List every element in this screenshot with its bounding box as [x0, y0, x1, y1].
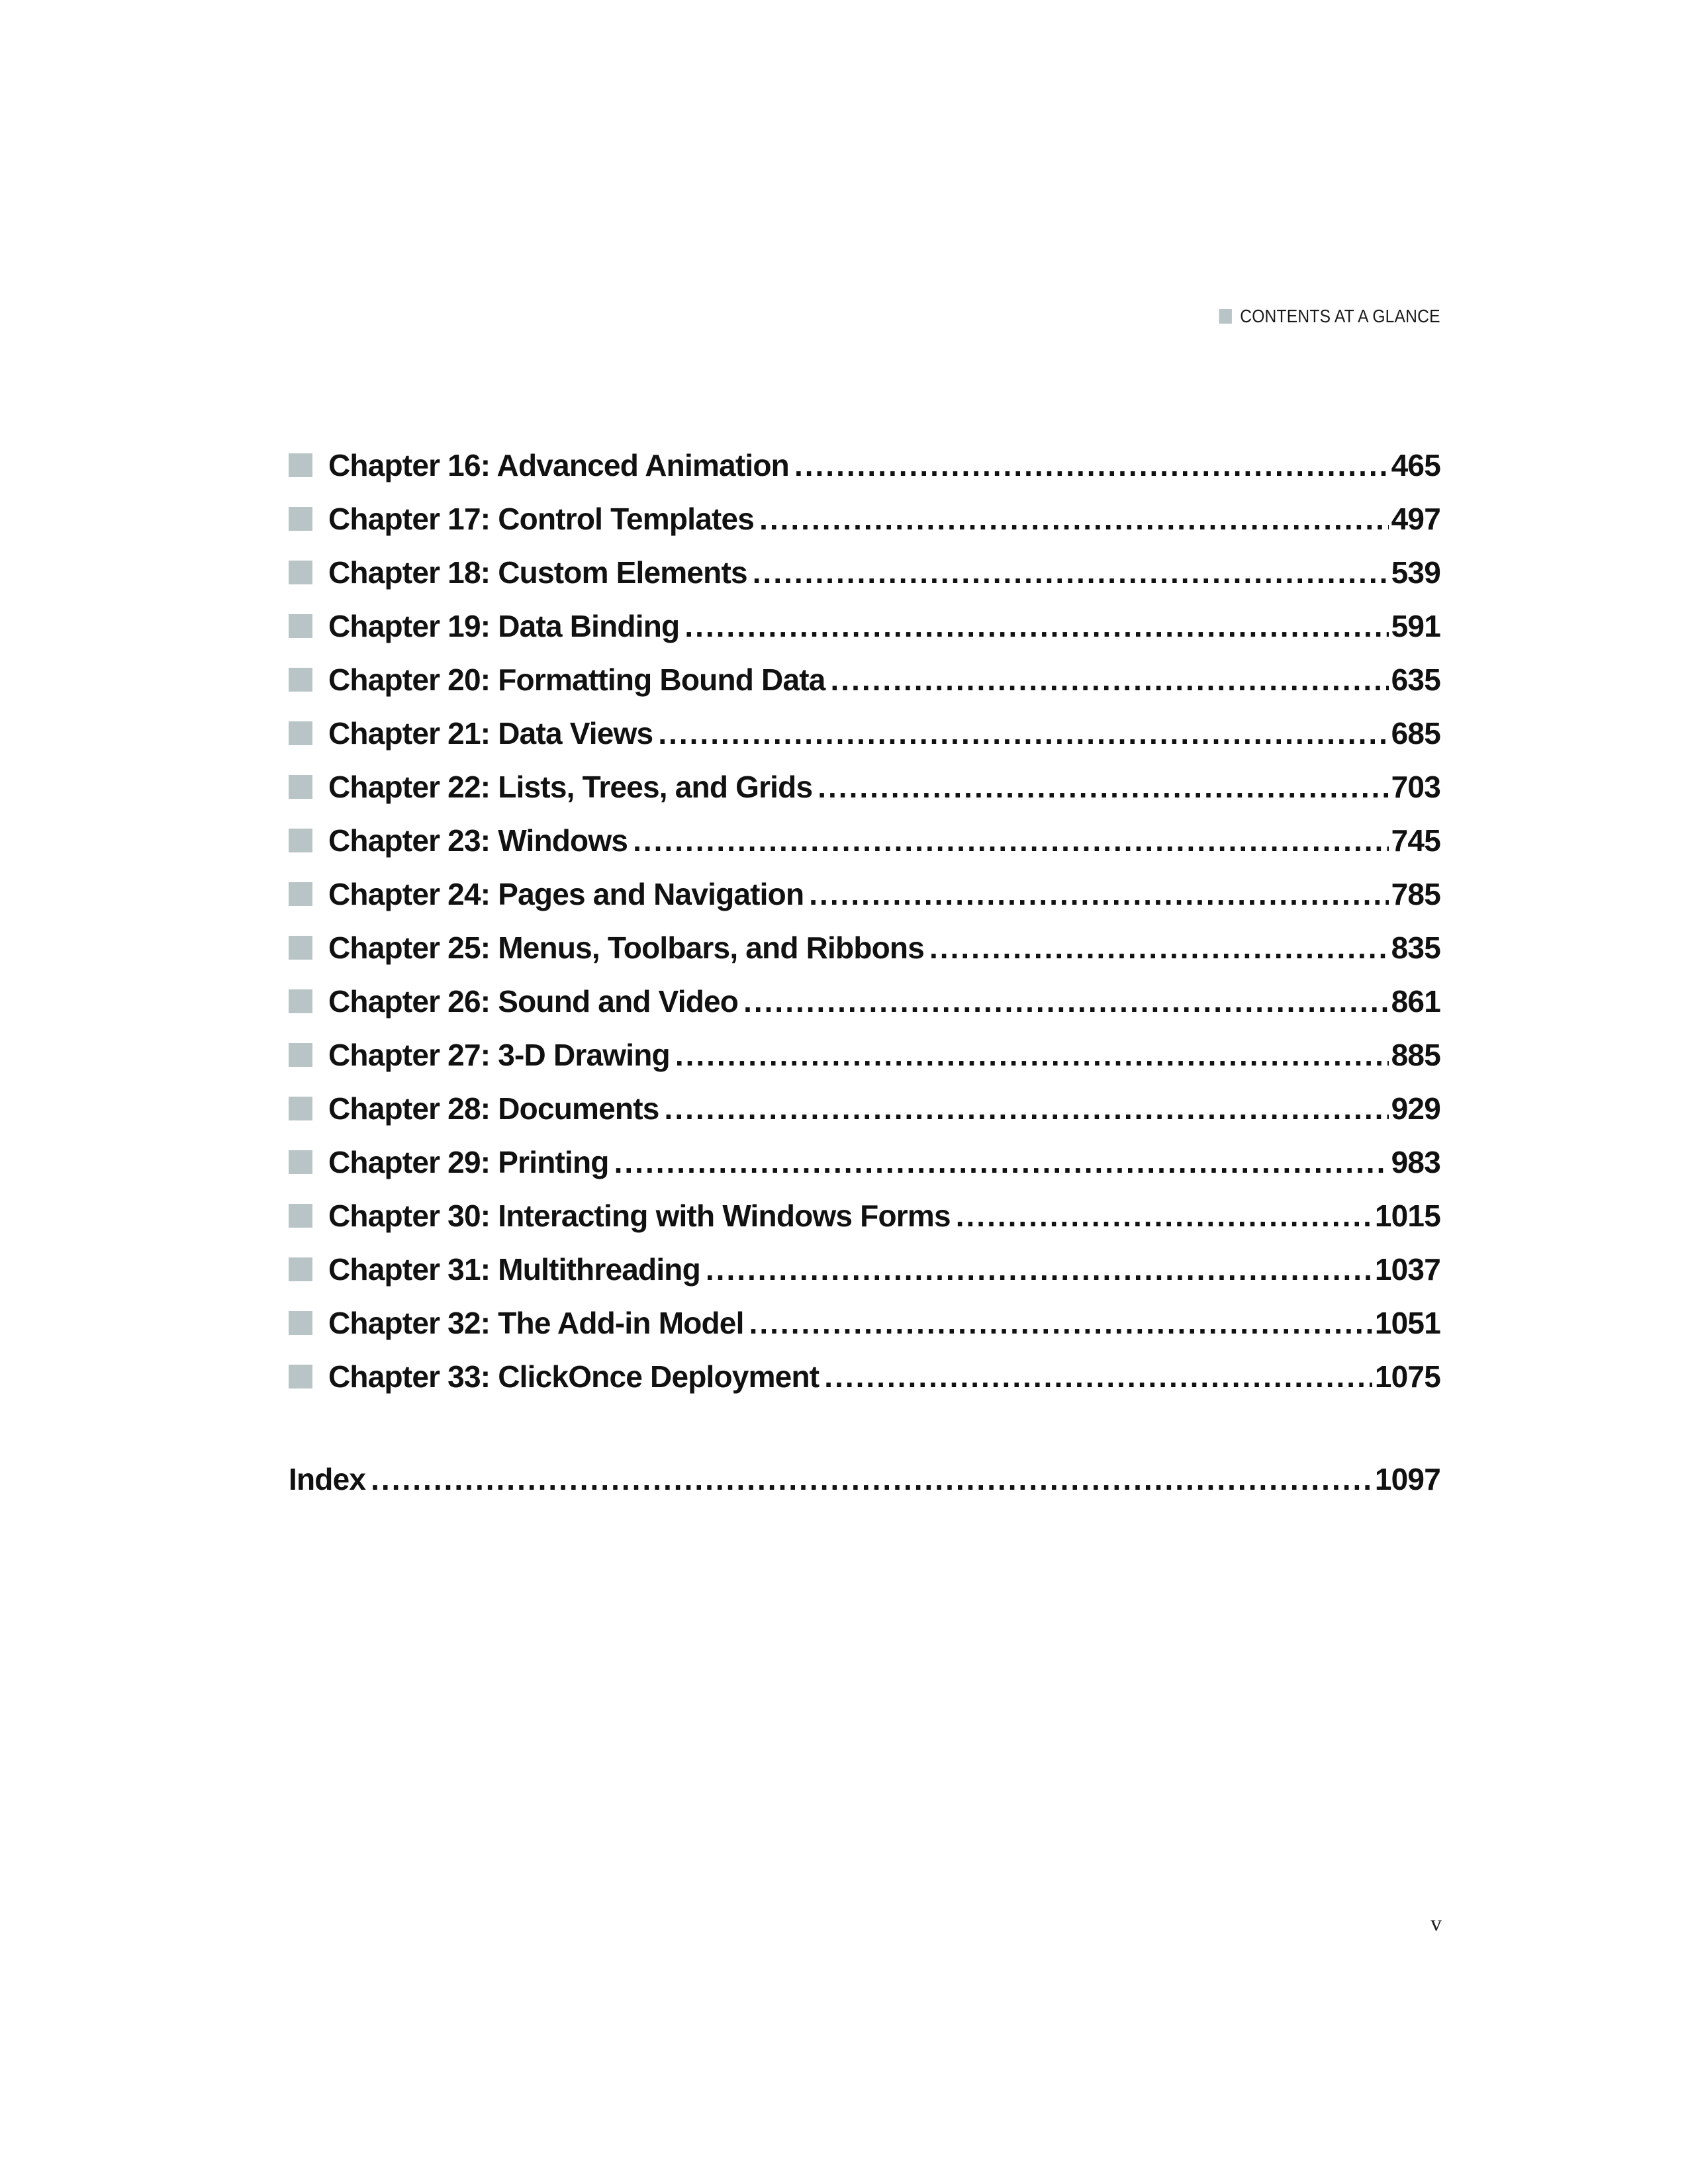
toc-entry-text [328, 1305, 1440, 1341]
dot-leader [684, 608, 1388, 644]
dot-leader [753, 555, 1389, 590]
toc-entry-page: 1037 [1374, 1251, 1440, 1287]
toc-entry-text [289, 1461, 1440, 1497]
toc-entry-text [328, 555, 1440, 590]
toc-entry-title: Chapter 32: The Add-in Model [328, 1305, 744, 1340]
toc-entry[interactable] [289, 867, 1440, 921]
dot-leader [831, 662, 1389, 698]
toc-entry[interactable] [289, 1189, 1440, 1242]
toc-entry[interactable] [289, 974, 1440, 1028]
toc-entry-title: Chapter 28: Documents [328, 1091, 659, 1126]
toc-entry[interactable] [289, 438, 1440, 492]
toc-entry-page: 785 [1391, 876, 1440, 911]
toc-entry-title: Chapter 17: Control Templates [328, 501, 755, 536]
table-of-contents [289, 438, 1440, 1403]
toc-entry-text [328, 876, 1440, 912]
toc-entry[interactable] [289, 760, 1440, 813]
dot-leader [658, 715, 1388, 751]
toc-entry-text [328, 1198, 1440, 1234]
toc-entry-page: 861 [1391, 983, 1440, 1019]
toc-entry-text [328, 447, 1440, 483]
toc-entry-text [328, 983, 1440, 1019]
running-header-title: CONTENTS AT A GLANCE [1240, 306, 1440, 326]
dot-leader [743, 983, 1389, 1019]
toc-entry-page: 591 [1391, 608, 1440, 643]
toc-entry-title: Chapter 20: Formatting Bound Data [328, 662, 825, 697]
dot-leader [665, 1091, 1389, 1126]
square-bullet-icon [289, 882, 312, 906]
toc-entry-text [328, 1037, 1440, 1073]
toc-entry-page: 635 [1391, 662, 1440, 697]
toc-entry-title: Chapter 30: Interacting with Windows Forms [328, 1198, 951, 1233]
square-bullet-icon [289, 1204, 312, 1228]
toc-entry[interactable] [289, 1081, 1440, 1135]
toc-entry-page: 885 [1391, 1037, 1440, 1072]
dot-leader [675, 1037, 1389, 1073]
toc-entry[interactable] [289, 921, 1440, 974]
dot-leader [614, 1144, 1389, 1180]
toc-entry[interactable] [289, 1135, 1440, 1189]
square-bullet-icon [289, 453, 312, 477]
toc-entry-text [328, 823, 1440, 858]
toc-entry-text [328, 662, 1440, 698]
square-bullet-icon [289, 1043, 312, 1067]
square-bullet-icon [289, 1311, 312, 1335]
toc-entry[interactable] [289, 492, 1440, 545]
page-number: v [1430, 1911, 1442, 1936]
toc-entry[interactable] [289, 653, 1440, 706]
toc-entry-title: Index [289, 1461, 366, 1496]
toc-entry-page: 497 [1391, 501, 1440, 536]
toc-entry-page: 1015 [1374, 1198, 1440, 1233]
toc-entry-title: Chapter 23: Windows [328, 823, 628, 858]
toc-entry-page: 1097 [1374, 1461, 1440, 1496]
toc-entry-title: Chapter 26: Sound and Video [328, 983, 739, 1019]
toc-entry[interactable] [289, 599, 1440, 653]
toc-entry-text [328, 608, 1440, 644]
toc-entry-title: Chapter 19: Data Binding [328, 608, 680, 643]
running-header [1219, 306, 1440, 327]
square-bullet-icon [289, 775, 312, 799]
toc-entry-title: Chapter 33: ClickOnce Deployment [328, 1359, 820, 1394]
square-bullet-icon [289, 1150, 312, 1174]
toc-entry-page: 983 [1391, 1144, 1440, 1179]
toc-entry-title: Chapter 25: Menus, Toolbars, and Ribbons [328, 930, 925, 965]
toc-index-entry[interactable] [289, 1452, 1440, 1506]
toc-entry[interactable] [289, 813, 1440, 867]
toc-entry-page: 1051 [1374, 1305, 1440, 1340]
toc-entry-text [328, 1144, 1440, 1180]
toc-entry-title: Chapter 18: Custom Elements [328, 555, 747, 590]
dot-leader [371, 1461, 1372, 1497]
toc-entry[interactable] [289, 1296, 1440, 1349]
toc-entry-title: Chapter 24: Pages and Navigation [328, 876, 804, 911]
square-bullet-icon [289, 1257, 312, 1281]
dot-leader [706, 1251, 1372, 1287]
toc-entry[interactable] [289, 545, 1440, 599]
toc-entry-title: Chapter 21: Data Views [328, 715, 653, 751]
dot-leader [824, 1359, 1372, 1394]
toc-entry-page: 703 [1391, 769, 1440, 804]
toc-entry-title: Chapter 31: Multithreading [328, 1251, 700, 1287]
toc-entry-text [328, 1251, 1440, 1287]
toc-entry-page: 929 [1391, 1091, 1440, 1126]
toc-entry-text [328, 1359, 1440, 1394]
square-bullet-icon [289, 507, 312, 531]
toc-entry[interactable] [289, 706, 1440, 760]
toc-entry-title: Chapter 27: 3-D Drawing [328, 1037, 670, 1072]
toc-entry-title: Chapter 22: Lists, Trees, and Grids [328, 769, 813, 804]
toc-entry[interactable] [289, 1349, 1440, 1403]
toc-entry-page: 835 [1391, 930, 1440, 965]
square-bullet-icon [289, 989, 312, 1013]
square-bullet-icon [289, 936, 312, 960]
square-bullet-icon [289, 561, 312, 584]
dot-leader [929, 930, 1389, 966]
toc-entry-title: Chapter 29: Printing [328, 1144, 609, 1179]
toc-entry-page: 745 [1391, 823, 1440, 858]
square-bullet-icon [289, 1097, 312, 1120]
toc-entry-text [328, 769, 1440, 805]
toc-entry-text [328, 501, 1440, 537]
dot-leader [956, 1198, 1372, 1234]
dot-leader [759, 501, 1389, 537]
toc-entry-page: 539 [1391, 555, 1440, 590]
toc-entry-title: Chapter 16: Advanced Animation [328, 447, 789, 482]
square-bullet-icon [289, 668, 312, 692]
toc-entry-text [328, 715, 1440, 751]
square-bullet-icon [289, 614, 312, 638]
dot-leader [749, 1305, 1372, 1341]
square-bullet-icon [289, 721, 312, 745]
toc-entry-text [328, 1091, 1440, 1126]
toc-entry-page: 1075 [1374, 1359, 1440, 1394]
dot-leader [633, 823, 1389, 858]
toc-entry-text [328, 930, 1440, 966]
toc-entry-page: 685 [1391, 715, 1440, 751]
dot-leader [809, 876, 1388, 912]
square-bullet-icon [1219, 309, 1232, 324]
square-bullet-icon [289, 829, 312, 852]
toc-entry-page: 465 [1391, 447, 1440, 482]
square-bullet-icon [289, 1365, 312, 1388]
toc-entry[interactable] [289, 1028, 1440, 1081]
dot-leader [818, 769, 1388, 805]
toc-entry[interactable] [289, 1242, 1440, 1296]
dot-leader [794, 447, 1389, 483]
